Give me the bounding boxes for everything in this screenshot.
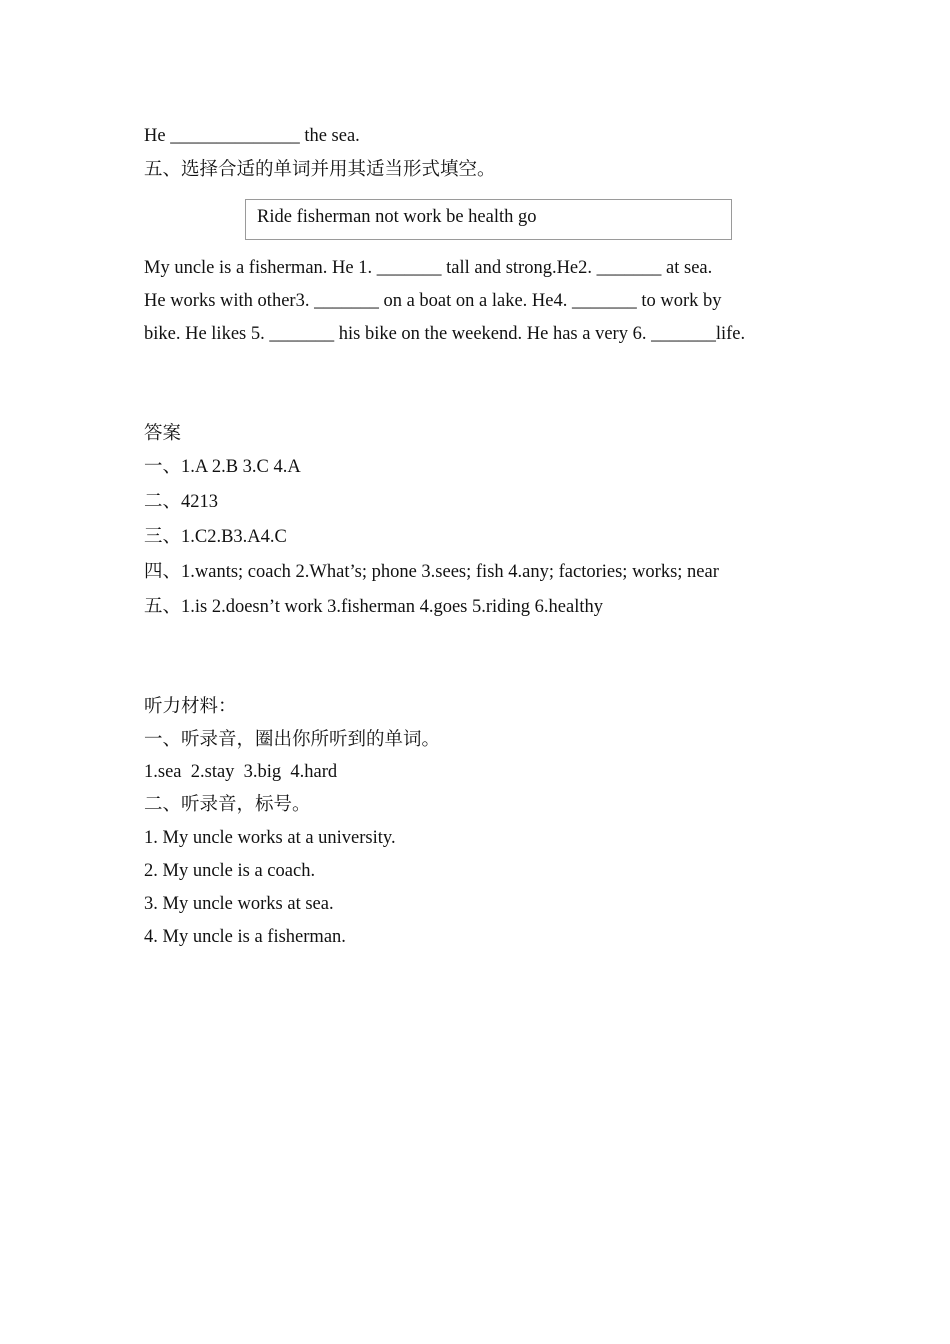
listening-sentence-1: 1. My uncle works at a university.	[144, 828, 396, 848]
listening-part2-heading: 二、听录音，标号。	[144, 795, 311, 815]
answer-item-3: 三、1.C2.B3.A4.C	[144, 527, 287, 547]
passage-line-1: My uncle is a fisherman. He 1. _______ tall and strong.He2. _______ at sea.	[144, 258, 713, 278]
answer-item-4: 四、1.wants; coach 2.What’s; phone 3.sees; fish 4.any; factories; works; near	[144, 562, 719, 582]
listening-part1-words: 1.sea 2.stay 3.big 4.hard	[144, 762, 338, 782]
listening-heading: 听力材料：	[144, 697, 237, 717]
listening-part1-heading: 一、听录音，圈出你所听到的单词。	[144, 730, 441, 750]
answers-heading: 答案	[144, 424, 182, 444]
listening-sentence-3: 3. My uncle works at sea.	[144, 894, 334, 914]
answer-item-2: 二、4213	[144, 492, 219, 512]
answer-item-5: 五、1.is 2.doesn’t work 3.fisherman 4.goes 5.riding 6.healthy	[144, 597, 604, 617]
word-bank-box	[245, 199, 732, 240]
listening-sentence-2: 2. My uncle is a coach.	[144, 861, 316, 881]
section5-heading: 五、选择合适的单词并用其适当形式填空。	[144, 160, 496, 180]
word-bank-text: Ride fisherman not work be health go	[257, 207, 537, 227]
listening-sentence-4: 4. My uncle is a fisherman.	[144, 927, 346, 947]
passage-line-2: He works with other3. _______ on a boat on a lake. He4. _______ to work by	[144, 291, 722, 311]
carryover-fill-in-line: He ______________ the sea.	[144, 126, 360, 146]
passage-line-3: bike. He likes 5. _______ his bike on the weekend. He has a very 6. _______life.	[144, 324, 746, 344]
answer-item-1: 一、1.A 2.B 3.C 4.A	[144, 457, 301, 477]
